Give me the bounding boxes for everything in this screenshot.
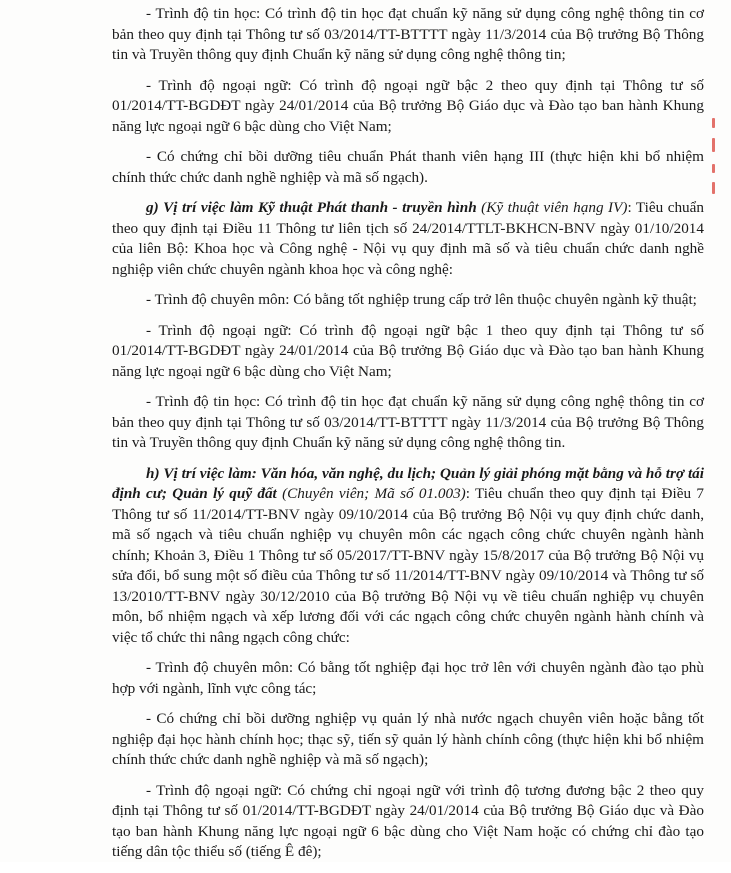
paragraph-text: - Có chứng chỉ bồi dưỡng tiêu chuẩn Phát thanh viên hạng III (thực hiện khi bổ nhiệm chính thức chức danh nghề nghiệp và mã số ngạch). [112, 148, 704, 186]
paragraph-p2 [112, 76, 704, 138]
paragraph-p7 [112, 392, 704, 454]
paragraph-p4 [112, 198, 704, 280]
red-margin-mark [712, 118, 715, 128]
red-margin-mark [712, 182, 715, 194]
paragraph-p6 [112, 321, 704, 383]
section-heading: h) Vị trí việc làm: Văn hóa, văn nghệ, du lịch; Quản lý giải phóng mặt bằng và hỗ trợ tái định cư; Quản lý quỹ đất [112, 464, 704, 502]
paragraph-text: - Trình độ tin học: Có trình độ tin học đạt chuẩn kỹ năng sử dụng công nghệ thông tin cơ bản theo quy định tại Thông tư số 03/2014/TT-BTTTT ngày 11/3/2014 của Bộ trưởng Bộ Thông tin và Truyền thông quy định Chuẩn kỹ năng sử dụng công nghệ thông tin. [112, 393, 704, 451]
paragraph-text: - Trình độ ngoại ngữ: Có trình độ ngoại ngữ bậc 2 theo quy định tại Thông tư số 01/2014/TT-BGDĐT ngày 24/01/2014 của Bộ trưởng Bộ Giáo dục và Đào tạo ban hành Khung năng lực ngoại ngữ 6 bậc dùng cho Việt Nam; [112, 76, 704, 135]
section-heading: g) Vị trí việc làm Kỹ thuật Phát thanh - truyền hình [146, 199, 477, 216]
paragraph-p5 [112, 290, 704, 311]
paragraph-text: - Trình độ ngoại ngữ: Có trình độ ngoại ngữ bậc 1 theo quy định tại Thông tư số 01/2014/TT-BGDĐT ngày 24/01/2014 của Bộ trưởng Bộ Giáo dục và Đào tạo ban hành Khung năng lực ngoại ngữ 6 bậc dùng cho Việt Nam; [112, 321, 704, 380]
paragraph-text: - Có chứng chỉ bồi dưỡng nghiệp vụ quản lý nhà nước ngạch chuyên viên hoặc bằng tốt nghiệp đại học hành chính học; thạc sỹ, tiến sỹ quản lý hành chính công (thực hiện khi bổ nhiệm chính thức chức danh nghề nghiệp và mã số ngạch); [112, 710, 704, 768]
document-body [112, 4, 704, 873]
rank-note: (Kỹ thuật viên hạng IV) [476, 199, 628, 216]
paragraph-p11 [112, 781, 704, 863]
rank-note: (Chuyên viên; Mã số 01.003) [276, 485, 466, 502]
paragraph-p8 [112, 464, 704, 649]
paragraph-text: - Trình độ ngoại ngữ: Có chứng chỉ ngoại ngữ với trình độ tương đương bậc 2 theo quy định tại Thông tư số 01/2014/TT-BGDĐT ngày 24/01/2014 của Bộ trưởng Bộ Giáo dục và Đào tạo ban hành Khung năng lực ngoại ngữ 6 bậc dùng cho Việt Nam hoặc có chứng chỉ đào tạo tiếng dân tộc thiểu số (tiếng Ê đê); [112, 781, 704, 860]
paragraph-p3 [112, 147, 704, 188]
paragraph-p1 [112, 4, 704, 66]
paragraph-text: : Tiêu chuẩn theo quy định tại Điều 11 Thông tư liên tịch số 24/2014/TTLT-BKHCN-BNV ngày 01/10/2014 của liên Bộ: Khoa học và Công nghệ - Nội vụ quy định mã số và tiêu chuẩn chức danh nghề nghiệp viên chức chuyên ngành khoa học và công nghệ: [112, 199, 704, 278]
red-margin-mark [712, 138, 715, 152]
paragraph-text: - Trình độ chuyên môn: Có bằng tốt nghiệp đại học trở lên với chuyên ngành đào tạo phù hợp với ngành, lĩnh vực công tác; [112, 659, 704, 697]
paragraph-p10 [112, 709, 704, 771]
paragraph-text: - Trình độ chuyên môn: Có bằng tốt nghiệp trung cấp trở lên thuộc chuyên ngành kỹ thuật; [146, 291, 697, 308]
paragraph-p9 [112, 658, 704, 699]
red-margin-mark [712, 164, 715, 173]
paragraph-text: - Trình độ tin học: Có trình độ tin học đạt chuẩn kỹ năng sử dụng công nghệ thông tin cơ bản theo quy định tại Thông tư số 03/2014/TT-BTTTT ngày 11/3/2014 của Bộ trưởng Bộ Thông tin và Truyền thông quy định Chuẩn kỹ năng sử dụng công nghệ thông tin; [112, 5, 704, 63]
paragraph-text: : Tiêu chuẩn theo quy định tại Điều 7 Thông tư số 11/2014/TT-BNV ngày 09/10/2014 của Bộ trưởng Bộ Nội vụ quy định chức danh, mã số ngạch và tiêu chuẩn nghiệp vụ chuyên môn các ngạch công chức chuyên ngành hành chính; Khoản 3, Điều 1 Thông tư số 05/2017/TT-BNV ngày 15/8/2017 của Bộ trưởng Bộ Nội vụ sửa đổi, bổ sung một số điều của Thông tư số 11/2014/TT-BNV ngày 09/10/2014 và Thông tư số 13/2010/TT-BNV ngày 30/12/2010 của Bộ trưởng Bộ Nội vụ về tiêu chuẩn nghiệp vụ chuyên môn, bổ nhiệm ngạch và xếp lương đối với các ngạch công chức chuyên ngành hành chính và việc tổ chức thi nâng ngạch công chức: [112, 485, 704, 646]
